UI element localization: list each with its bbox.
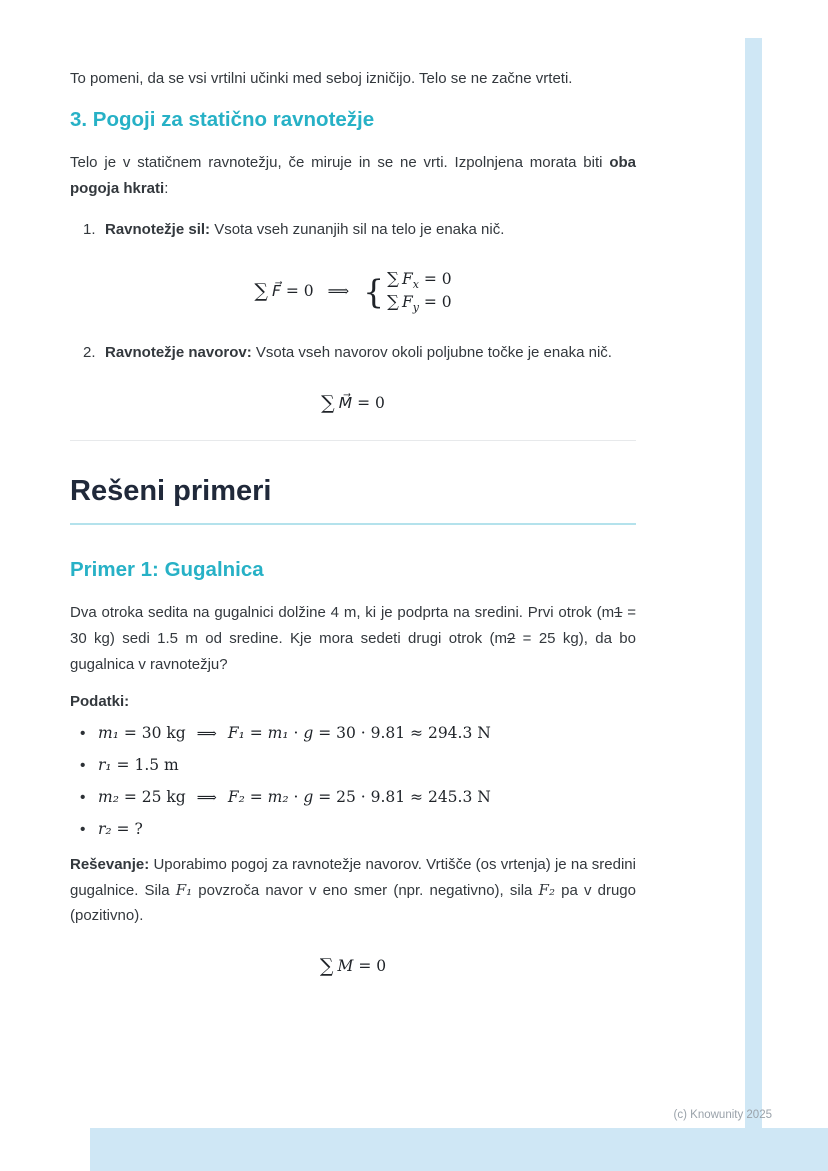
list-item-ravnotezje-navorov xyxy=(83,340,636,366)
torque-vector-symbol: M⃗ xyxy=(338,393,353,412)
equals-zero: = 0 xyxy=(418,269,452,288)
formula-sum-torques-vector xyxy=(70,392,636,414)
section-divider xyxy=(70,440,636,441)
equals-zero: = 0 xyxy=(418,292,452,311)
intro-paragraph: To pomeni, da se vsi vrtilni učinki med seboj izničijo. Telo se ne začne vrteti. xyxy=(70,70,573,87)
sum-symbol: ∑ xyxy=(387,291,399,311)
list-item-text xyxy=(105,340,612,366)
torque-symbol: M xyxy=(337,957,354,976)
sum-symbol: ∑ xyxy=(254,280,268,303)
list-item-ravnotezje-sil xyxy=(83,217,636,243)
var-g: g xyxy=(303,787,314,806)
next-page-edge xyxy=(90,1128,828,1171)
example-problem-paragraph xyxy=(70,600,636,677)
force-x-symbol: F xyxy=(401,269,413,288)
list-item-label: Ravnotežje navorov: xyxy=(105,344,252,362)
solution-text: povzroča navor v eno smer (npr. negativno), sila xyxy=(192,881,539,899)
force-y-symbol: F xyxy=(401,292,413,311)
list-item-rest: Vsota vseh zunanjih sil na telo je enaka nič. xyxy=(210,221,505,239)
math-text: = 25 kg xyxy=(118,787,186,806)
document-content xyxy=(70,66,636,1003)
case-fy xyxy=(387,292,451,314)
var-m1: m₁ xyxy=(98,723,119,742)
section-title-pogoji: 3. Pogoji za statično ravnotežje xyxy=(70,107,375,131)
page-edge-stripe xyxy=(745,38,762,1171)
implies-arrow: ⟹ xyxy=(196,725,217,742)
var-m2: m₂ xyxy=(267,787,289,806)
copyright-footer: (c) Knowunity 2025 xyxy=(673,1109,772,1121)
lead-text: Telo je v statičnem ravnotežju, če miruje in se ne vrti. Izpolnjena morata biti xyxy=(70,154,610,172)
force-vector-symbol: F⃗ xyxy=(271,282,281,301)
list-item-text xyxy=(105,217,504,243)
var-m2: m₂ xyxy=(98,787,119,806)
formula-sum-forces xyxy=(70,269,636,314)
math-text: · xyxy=(288,723,304,742)
var-m1: m₁ xyxy=(267,723,289,742)
struck-subscript-2: 2 xyxy=(506,630,516,648)
math-text: · xyxy=(288,787,304,806)
data-item-r2 xyxy=(80,820,636,839)
math-text: = ? xyxy=(111,819,143,838)
subscript-y: y xyxy=(412,301,419,315)
solution-text: pa v drugo (pozitivno). xyxy=(70,881,636,925)
problem-text: Dva otroka sedita na gugalnici dolžine 4 m, ki je podprta na sredini. Prvi otrok (m xyxy=(70,604,615,622)
data-item-m1 xyxy=(80,724,636,743)
problem-text: = 30 kg) sedi 1.5 m od sredine. Kje mora sedeti drugi otrok (m xyxy=(70,604,636,648)
implies-arrow: ⟹ xyxy=(327,282,350,301)
var-f1-inline: F₁ xyxy=(175,880,193,899)
example-title-gugalnica: Primer 1: Gugalnica xyxy=(70,557,264,581)
sum-symbol: ∑ xyxy=(319,955,334,978)
case-fx xyxy=(387,269,451,291)
chapter-title-reseni-primeri: Rešeni primeri xyxy=(70,475,636,525)
math-text: = 1.5 m xyxy=(111,755,179,774)
implies-arrow: ⟹ xyxy=(196,789,217,806)
struck-subscript-1: 1 xyxy=(614,604,623,622)
podatki-label-text: Podatki: xyxy=(70,692,130,710)
data-item-m2 xyxy=(80,788,636,807)
sum-symbol: ∑ xyxy=(387,268,399,288)
var-r2: r₂ xyxy=(98,819,112,838)
math-text: = 30 · 9.81 ≈ 294.3 N xyxy=(313,723,491,742)
podatki-heading xyxy=(70,693,636,710)
equals-zero: = 0 xyxy=(358,957,387,976)
lead-tail: : xyxy=(164,180,169,198)
math-text: = xyxy=(244,723,268,742)
section-lead-paragraph xyxy=(70,150,636,202)
var-f2: F₂ xyxy=(227,787,245,806)
data-list xyxy=(70,724,636,839)
problem-text: = 25 kg), da bo gugalnica v ravnotežju? xyxy=(70,630,636,674)
math-text: = xyxy=(244,787,268,806)
list-number: 2. xyxy=(83,344,96,362)
var-f2-inline: F₂ xyxy=(538,880,555,899)
solution-paragraph xyxy=(70,852,636,929)
math-text: = 25 · 9.81 ≈ 245.3 N xyxy=(313,787,491,806)
list-number: 1. xyxy=(83,221,96,239)
cases-brace: { xyxy=(363,271,385,311)
solution-text: Uporabimo pogoj za ravnotežje navorov. Vrtišče (os vrtenja) je na sredini gugalnice. Sila xyxy=(70,855,636,899)
cases-block xyxy=(387,269,451,314)
var-r1: r₁ xyxy=(98,755,112,774)
sum-symbol: ∑ xyxy=(321,391,335,414)
list-item-rest: Vsota vseh navorov okoli poljubne točke je enaka nič. xyxy=(251,344,612,362)
lead-bold-text: oba pogoja hkrati xyxy=(70,154,636,198)
equals-zero: = 0 xyxy=(357,393,385,412)
var-g: g xyxy=(303,723,314,742)
formula-sum-torques xyxy=(70,955,636,977)
var-f1: F₁ xyxy=(227,723,245,742)
data-item-r1 xyxy=(80,756,636,775)
equals-zero: = 0 xyxy=(285,282,314,301)
list-item-label: Ravnotežje sil: xyxy=(105,221,211,239)
solution-label: Reševanje: xyxy=(70,855,150,873)
subscript-x: x xyxy=(412,277,419,291)
math-text: = 30 kg xyxy=(118,723,186,742)
